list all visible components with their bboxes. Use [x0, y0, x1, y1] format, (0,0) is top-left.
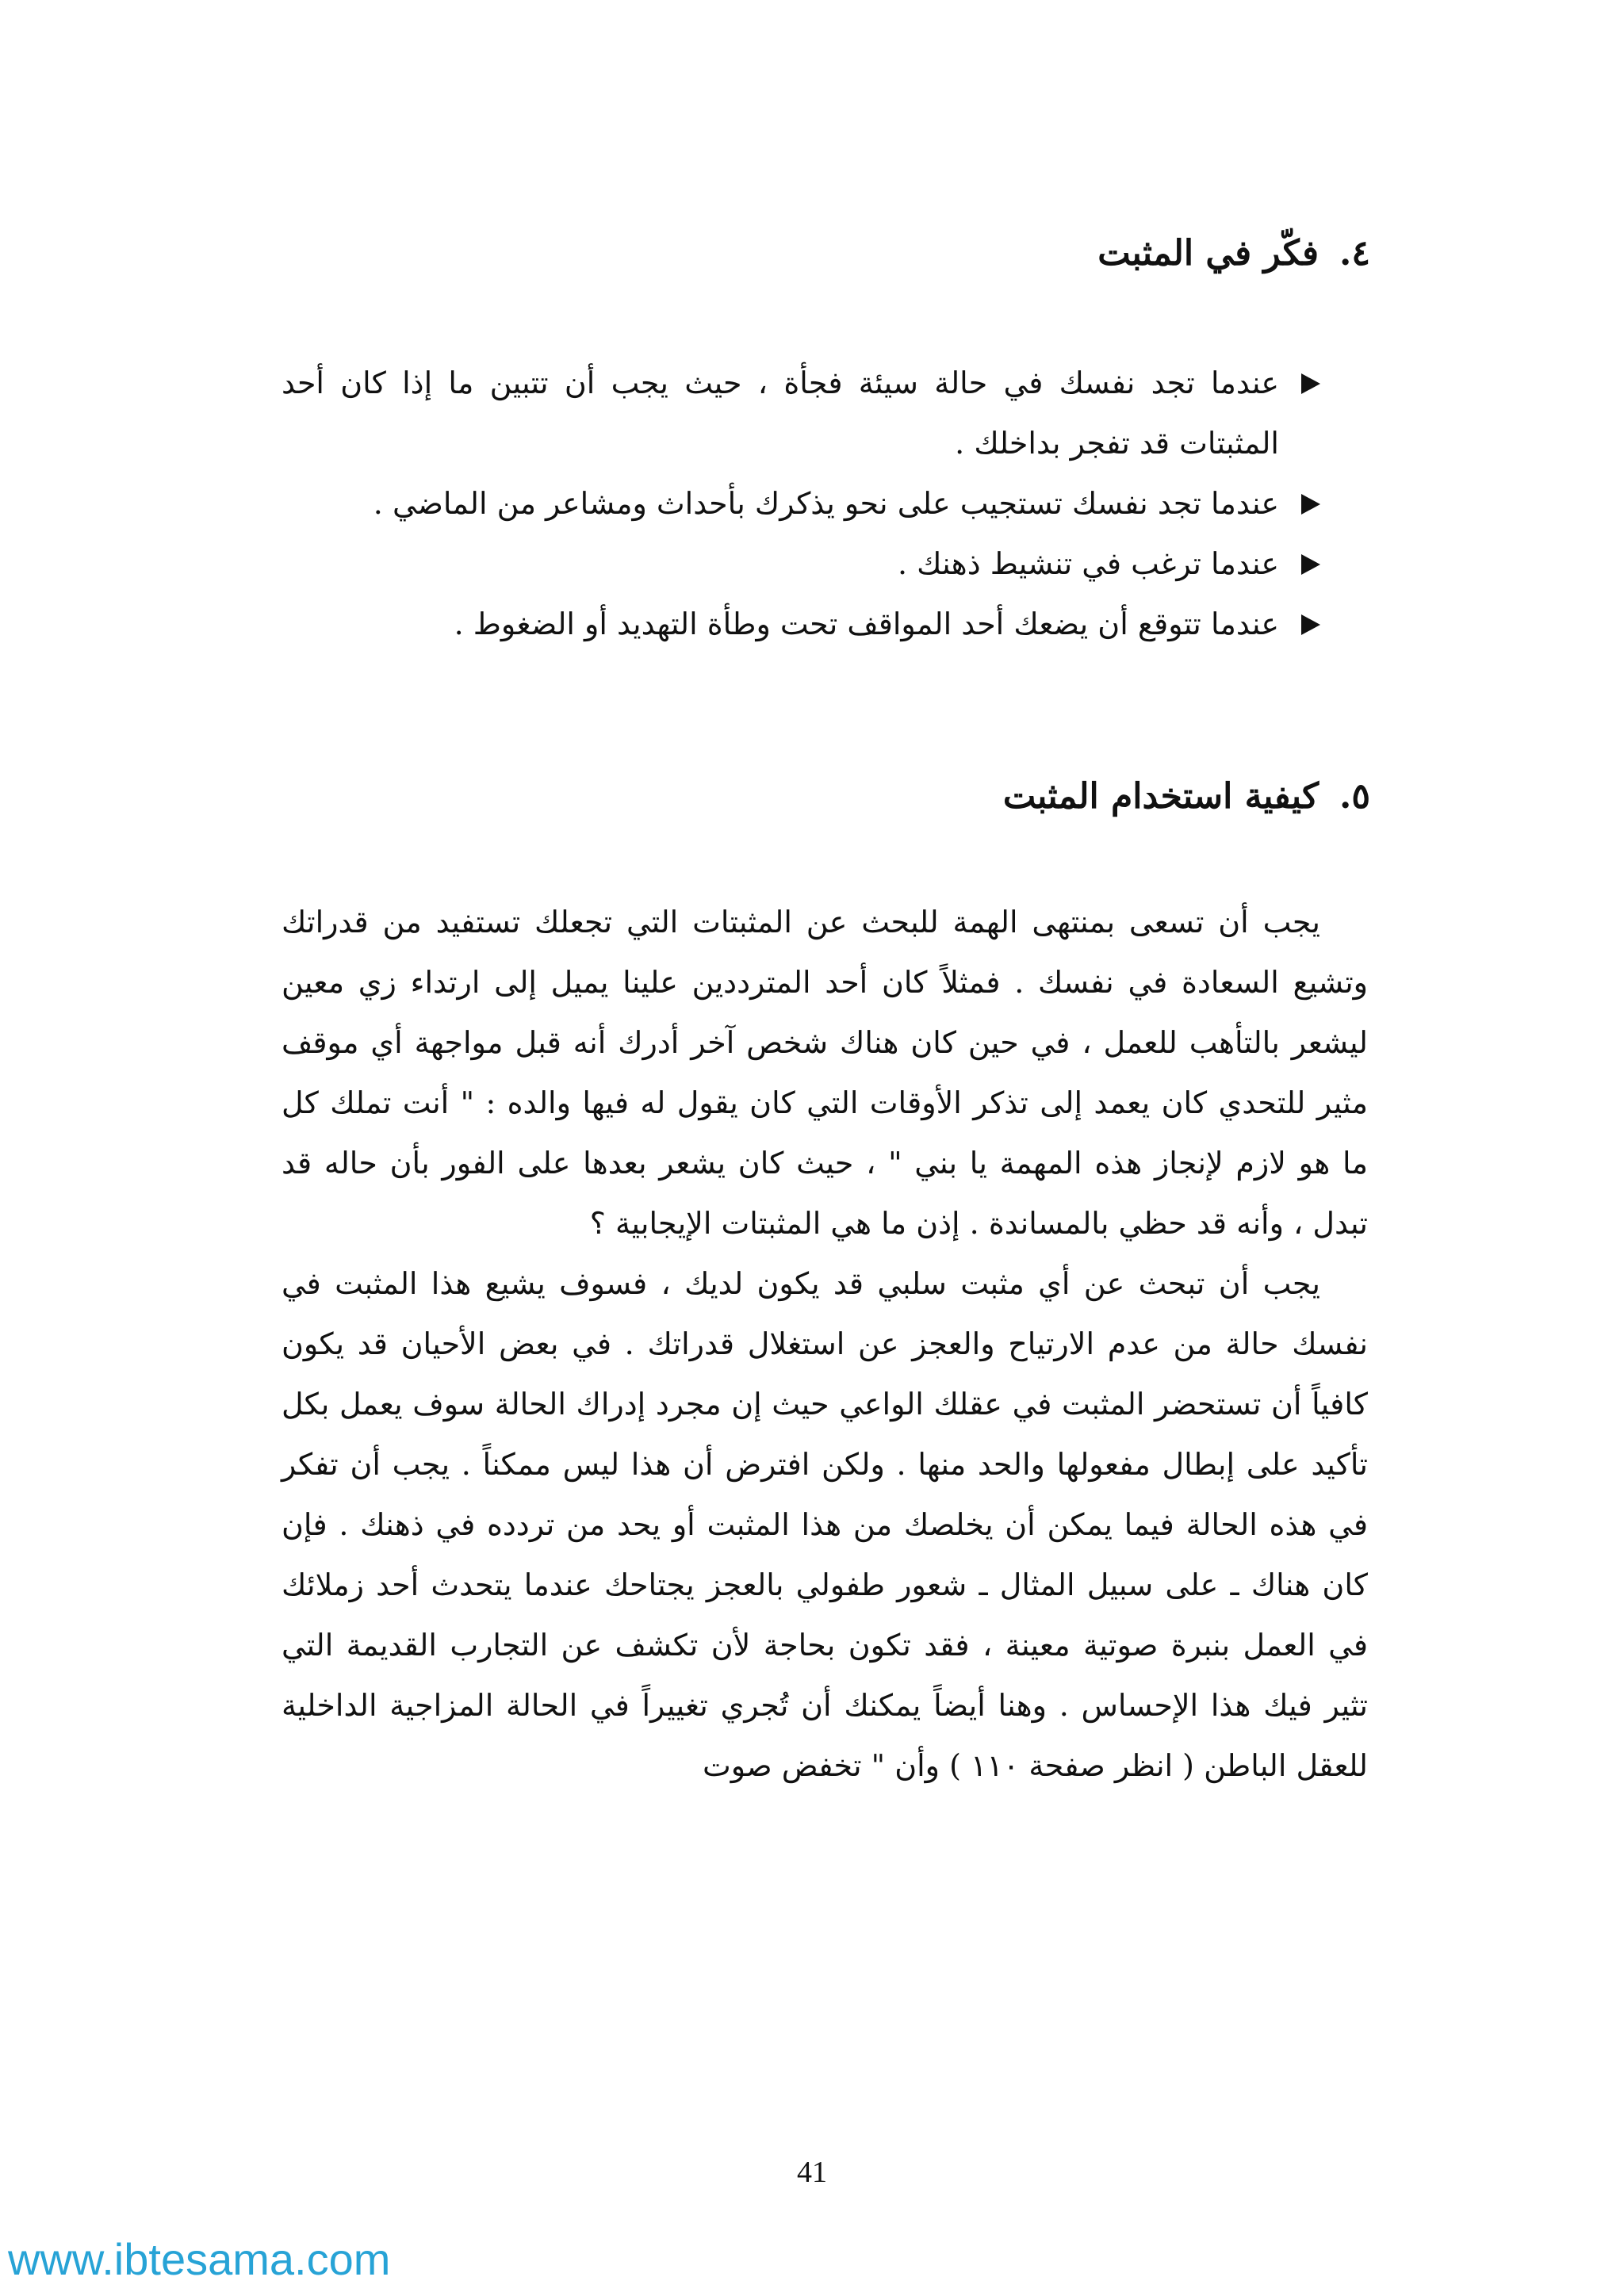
bullet-text: عندما تتوقع أن يضعك أحد المواقف تحت وطأة التهديد أو الضغوط .: [454, 607, 1279, 641]
triangle-bullet-icon: [1301, 554, 1320, 575]
body-paragraph: يجب أن تبحث عن أي مثبت سلبي قد يكون لديك ، فسوف يشيع هذا المثبت في نفسك حالة من عدم الارتياح والعجز عن استغلال قدراتك . في بعض الأحيان قد يكون كافياً أن تستحضر المثبت في عقلك الواعي حيث إن مجرد إدراك الحالة سوف يعمل بكل تأكيد على إبطال مفعولها والحد منها . ولكن افترض أن هذا ليس ممكناً . يجب أن تفكر في هذه الحالة فيما يمكن أن يخلصك من هذا المثبت أو يحد من تردده في ذهنك . فإن كان هناك ـ على سبيل المثال ـ شعور طفولي بالعجز يجتاحك عندما يتحدث أحد زملائك في العمل بنبرة صوتية معينة ، فقد تكون بحاجة لأن تكشف عن التجارب القديمة التي تثير فيك هذا الإحساس . وهنا أيضاً يمكنك أن تُجري تغييراً في الحالة المزاجية الداخلية للعقل الباطن ( انظر صفحة ١١٠ ) وأن " تخفض صوت: [282, 1266, 1368, 1783]
section-4-number: ٤.: [1339, 233, 1370, 274]
section-5-number: ٥.: [1339, 776, 1370, 817]
website-watermark: www.ibtesama.com: [8, 2234, 391, 2284]
triangle-bullet-icon: [1301, 373, 1320, 394]
section-4-bullet-list: [282, 353, 1320, 654]
bullet-text: عندما تجد نفسك تستجيب على نحو يذكرك بأحداث ومشاعر من الماضي .: [373, 486, 1279, 521]
bullet-item: [282, 594, 1320, 654]
section-5-heading: [1003, 773, 1370, 821]
section-5-body: [282, 892, 1368, 1796]
page-number: 41: [797, 2156, 827, 2189]
triangle-bullet-icon: [1301, 494, 1320, 515]
bullet-item: [282, 353, 1320, 473]
triangle-bullet-icon: [1301, 614, 1320, 635]
section-4-title: فكّر في المثبت: [1097, 233, 1320, 274]
bullet-item: [282, 473, 1320, 534]
section-4-heading: [1097, 230, 1370, 277]
body-paragraph: يجب أن تسعى بمنتهى الهمة للبحث عن المثبتات التي تجعلك تستفيد من قدراتك وتشيع السعادة في نفسك . فمثلاً كان أحد المترددين علينا يميل إلى ارتداء زي معين ليشعر بالتأهب للعمل ، في حين كان هناك شخص آخر أدرك أنه قبل مواجهة أي موقف مثير للتحدي كان يعمد إلى تذكر الأوقات التي كان يقول له فيها والده : " أنت تملك كل ما هو لازم لإنجاز هذه المهمة يا بني " ، حيث كان يشعر بعدها على الفور بأن حاله قد تبدل ، وأنه قد حظي بالمساندة . إذن ما هي المثبتات الإيجابية ؟: [282, 905, 1368, 1241]
section-5-title: كيفية استخدام المثبت: [1002, 776, 1320, 817]
bullet-text: عندما تجد نفسك في حالة سيئة فجأة ، حيث يجب أن تتبين ما إذا كان أحد المثبتات قد تفجر بداخلك .: [282, 365, 1279, 461]
bullet-text: عندما ترغب في تنشيط ذهنك .: [898, 546, 1279, 581]
bullet-item: [282, 534, 1320, 594]
